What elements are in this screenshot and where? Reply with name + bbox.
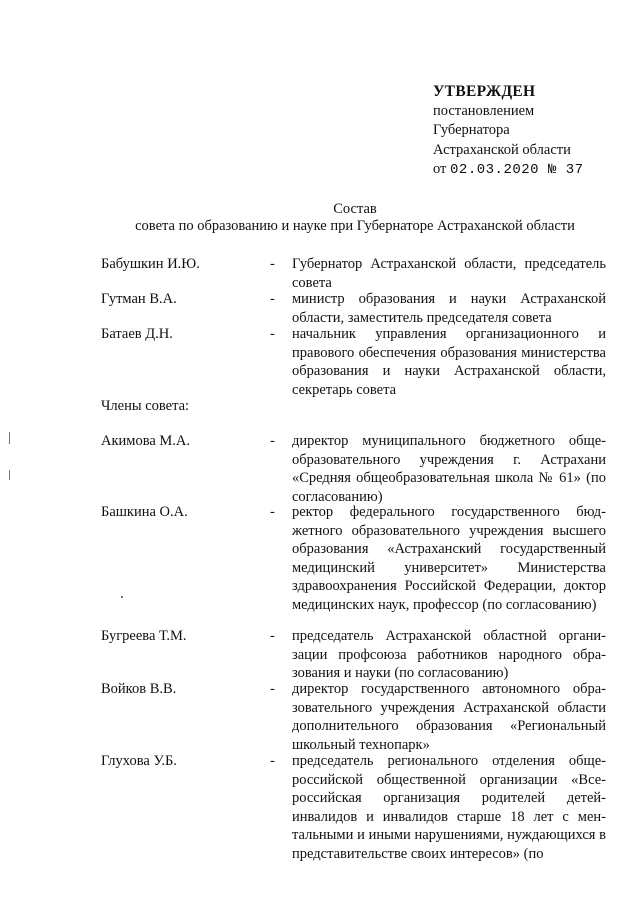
approval-date-line bbox=[433, 160, 584, 181]
member-role: Губернатор Астраханской области, председатель совета bbox=[292, 256, 606, 291]
members-label: Члены совета: bbox=[101, 398, 190, 414]
member-name: Войков В.В. bbox=[101, 681, 177, 697]
document-title: Состав bbox=[333, 201, 377, 217]
member-name: Бугреева Т.М. bbox=[101, 628, 187, 644]
dash-separator: - bbox=[270, 504, 275, 520]
member-name: Глухова У.Б. bbox=[101, 753, 177, 769]
member-role: министр образования и науки Астраханской области, заместитель председателя совета bbox=[292, 291, 606, 326]
approval-line-3: Астраханской области bbox=[433, 141, 571, 158]
dash-separator: - bbox=[270, 628, 275, 644]
scan-artifact bbox=[9, 432, 10, 444]
member-name: Акимова М.А. bbox=[101, 433, 191, 449]
dash-separator: - bbox=[270, 256, 275, 272]
member-role: ректор федерального государственного бюджетного образовательного учреждения высшего образования «Астраханский государственный медицинский университет» Министерства здравоохранения Российской Федерации, доктор медицинских наук, профессор (по согласованию) bbox=[292, 504, 606, 613]
member-role: председатель Астраханской областной организации профсоюза работников народного образования и науки (по согласованию) bbox=[292, 628, 606, 682]
approval-title: УТВЕРЖДЕН bbox=[433, 83, 536, 100]
document-subtitle: совета по образованию и науке при Губернаторе Астраханской области bbox=[135, 218, 575, 234]
dash-separator: - bbox=[270, 681, 275, 697]
member-role: директор государственного автономного образовательного учреждения Астраханской области дополнительного образования «Региональный школьный технопарк» bbox=[292, 681, 606, 753]
member-name: Бабушкин И.Ю. bbox=[101, 256, 200, 272]
dash-separator: - bbox=[270, 291, 275, 307]
member-name: Батаев Д.Н. bbox=[101, 326, 173, 342]
approval-line-1: постановлением bbox=[433, 102, 535, 119]
dash-separator: - bbox=[270, 753, 275, 769]
date-value: 02.03.2020 № 37 bbox=[450, 162, 584, 178]
date-prefix: от bbox=[433, 161, 447, 177]
approval-line-2: Губернатора bbox=[433, 122, 510, 138]
scan-artifact bbox=[121, 596, 123, 598]
member-name: Гутман В.А. bbox=[101, 291, 177, 307]
member-role: председатель регионального отделения общероссийской общественной организации «Всероссийская организация родителей детей-инвалидов и инвалидов старше 18 лет с ментальными и иными нарушениями, нуждающихся в представительстве своих интересов» (по bbox=[292, 753, 606, 862]
dash-separator: - bbox=[270, 326, 275, 342]
member-role: директор муниципального бюджетного общеобразовательного учреждения г. Астрахани «Средняя общеобразовательная школа № 61» (по согласованию) bbox=[292, 433, 606, 505]
member-role: начальник управления организационного и правового обеспечения образования министерства образования и науки Астраханской области, секретарь совета bbox=[292, 326, 606, 398]
dash-separator: - bbox=[270, 433, 275, 449]
approval-block bbox=[433, 82, 584, 181]
scan-artifact bbox=[9, 470, 10, 480]
member-name: Башкина О.А. bbox=[101, 504, 188, 520]
